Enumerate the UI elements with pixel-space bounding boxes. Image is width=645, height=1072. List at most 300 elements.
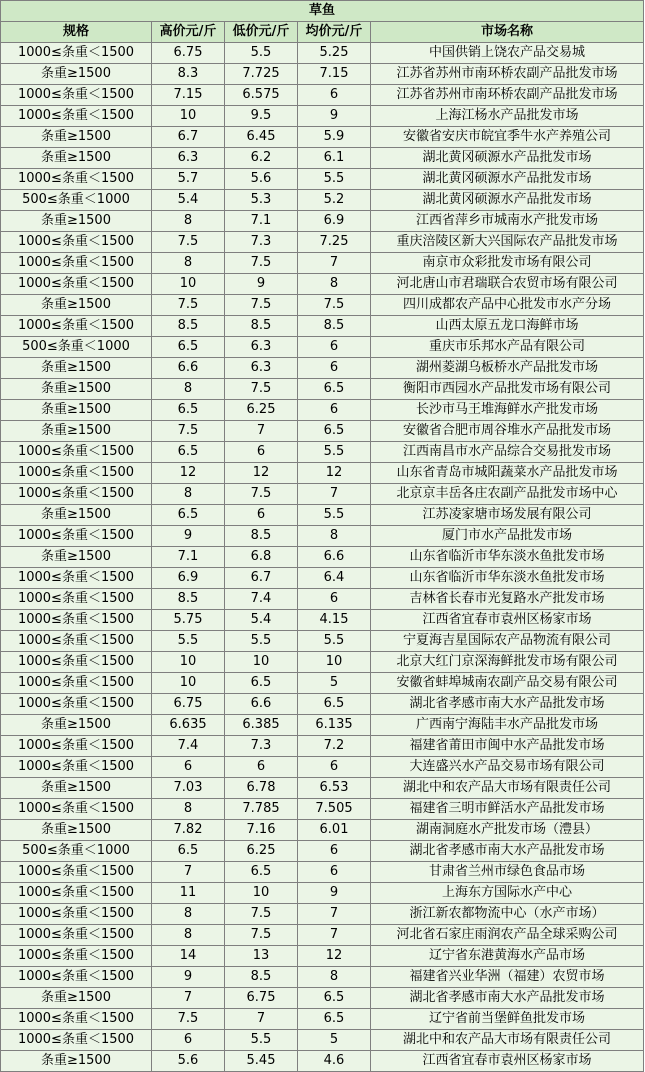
cell-spec: 1000≤条重＜1500 — [1, 442, 152, 463]
cell-avg-price: 5.5 — [298, 169, 371, 190]
table-row — [1, 127, 644, 148]
cell-market-name: 福建省三明市鲜活水产品批发市场 — [371, 799, 644, 820]
cell-avg-price: 7.5 — [298, 295, 371, 316]
cell-avg-price: 6.1 — [298, 148, 371, 169]
cell-market-name: 北京大红门京深海鲜批发市场有限公司 — [371, 652, 644, 673]
cell-low-price: 6.25 — [225, 400, 298, 421]
cell-spec: 1000≤条重＜1500 — [1, 673, 152, 694]
cell-market-name: 湖北黄冈硕源水产品批发市场 — [371, 148, 644, 169]
cell-spec: 1000≤条重＜1500 — [1, 169, 152, 190]
cell-spec: 1000≤条重＜1500 — [1, 757, 152, 778]
cell-low-price: 8.5 — [225, 967, 298, 988]
cell-avg-price: 8.5 — [298, 316, 371, 337]
cell-low-price: 6 — [225, 442, 298, 463]
cell-market-name: 四川成都农产品中心批发市水产分场 — [371, 295, 644, 316]
cell-low-price: 6.8 — [225, 547, 298, 568]
cell-market-name: 吉林省长春市光复路水产批发市场 — [371, 589, 644, 610]
cell-avg-price: 5.25 — [298, 43, 371, 64]
cell-market-name: 辽宁省前当堡鲜鱼批发市场 — [371, 1009, 644, 1030]
cell-low-price: 6.25 — [225, 841, 298, 862]
cell-avg-price: 5 — [298, 1030, 371, 1051]
cell-low-price: 6.78 — [225, 778, 298, 799]
table-row — [1, 274, 644, 295]
cell-high-price: 5.7 — [152, 169, 225, 190]
cell-market-name: 福建省兴业华洲（福建）农贸市场 — [371, 967, 644, 988]
cell-market-name: 湖北省孝感市南大水产品批发市场 — [371, 988, 644, 1009]
cell-avg-price: 6.5 — [298, 694, 371, 715]
cell-high-price: 6.5 — [152, 400, 225, 421]
cell-market-name: 江西省宜春市袁州区杨家市场 — [371, 1051, 644, 1072]
cell-low-price: 7.4 — [225, 589, 298, 610]
table-row — [1, 799, 644, 820]
cell-market-name: 湖北省孝感市南大水产品批发市场 — [371, 841, 644, 862]
cell-low-price: 6.385 — [225, 715, 298, 736]
table-row — [1, 484, 644, 505]
cell-avg-price: 6.135 — [298, 715, 371, 736]
table-row — [1, 1030, 644, 1051]
table-row — [1, 925, 644, 946]
cell-avg-price: 6 — [298, 757, 371, 778]
cell-market-name: 广西南宁海陆丰水产品批发市场 — [371, 715, 644, 736]
cell-low-price: 10 — [225, 883, 298, 904]
cell-avg-price: 6.01 — [298, 820, 371, 841]
cell-low-price: 7.5 — [225, 295, 298, 316]
cell-low-price: 7 — [225, 1009, 298, 1030]
cell-high-price: 9 — [152, 967, 225, 988]
table-row — [1, 631, 644, 652]
cell-avg-price: 7.2 — [298, 736, 371, 757]
cell-market-name: 上海江杨水产品批发市场 — [371, 106, 644, 127]
cell-market-name: 甘肃省兰州市绿色食品市场 — [371, 862, 644, 883]
cell-low-price: 6.3 — [225, 358, 298, 379]
cell-market-name: 江西省萍乡市城南水产批发市场 — [371, 211, 644, 232]
cell-low-price: 8.5 — [225, 526, 298, 547]
cell-high-price: 8 — [152, 253, 225, 274]
cell-avg-price: 6.6 — [298, 547, 371, 568]
cell-low-price: 5.45 — [225, 1051, 298, 1072]
cell-high-price: 6.75 — [152, 43, 225, 64]
cell-high-price: 9 — [152, 526, 225, 547]
cell-spec: 1000≤条重＜1500 — [1, 694, 152, 715]
cell-low-price: 7.5 — [225, 379, 298, 400]
cell-high-price: 6.9 — [152, 568, 225, 589]
cell-high-price: 6 — [152, 757, 225, 778]
cell-market-name: 江苏省苏州市南环桥农副产品批发市场 — [371, 85, 644, 106]
cell-spec: 条重≥1500 — [1, 400, 152, 421]
cell-avg-price: 8 — [298, 526, 371, 547]
cell-spec: 条重≥1500 — [1, 505, 152, 526]
cell-low-price: 5.6 — [225, 169, 298, 190]
cell-high-price: 8 — [152, 484, 225, 505]
cell-market-name: 浙江新农都物流中心（水产市场） — [371, 904, 644, 925]
cell-high-price: 7.5 — [152, 295, 225, 316]
cell-spec: 1000≤条重＜1500 — [1, 946, 152, 967]
cell-spec: 1000≤条重＜1500 — [1, 967, 152, 988]
cell-low-price: 13 — [225, 946, 298, 967]
cell-spec: 1000≤条重＜1500 — [1, 799, 152, 820]
table-row — [1, 946, 644, 967]
cell-spec: 1000≤条重＜1500 — [1, 526, 152, 547]
cell-high-price: 8.3 — [152, 64, 225, 85]
table-row — [1, 190, 644, 211]
cell-market-name: 衡阳市西园水产品批发市场有限公司 — [371, 379, 644, 400]
table-row — [1, 106, 644, 127]
table-row — [1, 652, 644, 673]
cell-low-price: 5.5 — [225, 1030, 298, 1051]
cell-low-price: 5.5 — [225, 631, 298, 652]
cell-market-name: 湖北黄冈硕源水产品批发市场 — [371, 190, 644, 211]
table-body — [1, 43, 644, 1072]
table-row — [1, 526, 644, 547]
cell-low-price: 8.5 — [225, 316, 298, 337]
cell-avg-price: 6.5 — [298, 379, 371, 400]
table-row — [1, 841, 644, 862]
cell-market-name: 湖州菱湖乌板桥水产品批发市场 — [371, 358, 644, 379]
cell-market-name: 重庆市乐邦水产品有限公司 — [371, 337, 644, 358]
cell-low-price: 9.5 — [225, 106, 298, 127]
cell-spec: 条重≥1500 — [1, 421, 152, 442]
header-avg-price: 均价元/斤 — [298, 22, 371, 43]
cell-market-name: 中国供销上饶农产品交易城 — [371, 43, 644, 64]
header-high-price: 高价元/斤 — [152, 22, 225, 43]
cell-avg-price: 7.15 — [298, 64, 371, 85]
cell-spec: 1000≤条重＜1500 — [1, 862, 152, 883]
table-row — [1, 610, 644, 631]
cell-avg-price: 7.25 — [298, 232, 371, 253]
table-row — [1, 820, 644, 841]
table-row — [1, 715, 644, 736]
cell-avg-price: 6 — [298, 358, 371, 379]
cell-market-name: 山西太原五龙口海鲜市场 — [371, 316, 644, 337]
table-row — [1, 1051, 644, 1072]
cell-avg-price: 6 — [298, 85, 371, 106]
cell-market-name: 江西省宜春市袁州区杨家市场 — [371, 610, 644, 631]
cell-high-price: 10 — [152, 673, 225, 694]
cell-market-name: 江苏凌家塘市场发展有限公司 — [371, 505, 644, 526]
cell-avg-price: 5.5 — [298, 442, 371, 463]
cell-spec: 1000≤条重＜1500 — [1, 736, 152, 757]
cell-low-price: 6.575 — [225, 85, 298, 106]
cell-high-price: 6 — [152, 1030, 225, 1051]
cell-high-price: 7.03 — [152, 778, 225, 799]
cell-low-price: 6.5 — [225, 673, 298, 694]
cell-low-price: 6.5 — [225, 862, 298, 883]
cell-avg-price: 6.5 — [298, 421, 371, 442]
table-row — [1, 778, 644, 799]
cell-low-price: 5.4 — [225, 610, 298, 631]
cell-market-name: 山东省青岛市城阳蔬菜水产品批发市场 — [371, 463, 644, 484]
header-spec: 规格 — [1, 22, 152, 43]
table-header-row — [1, 22, 644, 43]
table-row — [1, 757, 644, 778]
cell-market-name: 山东省临沂市华东淡水鱼批发市场 — [371, 547, 644, 568]
cell-low-price: 5.3 — [225, 190, 298, 211]
cell-spec: 1000≤条重＜1500 — [1, 652, 152, 673]
table-row — [1, 358, 644, 379]
cell-avg-price: 5 — [298, 673, 371, 694]
table-row — [1, 1009, 644, 1030]
cell-spec: 1000≤条重＜1500 — [1, 274, 152, 295]
table-row — [1, 85, 644, 106]
cell-market-name: 北京京丰岳各庄农副产品批发市场中心 — [371, 484, 644, 505]
table-row — [1, 211, 644, 232]
cell-spec: 1000≤条重＜1500 — [1, 589, 152, 610]
cell-spec: 1000≤条重＜1500 — [1, 904, 152, 925]
cell-spec: 条重≥1500 — [1, 358, 152, 379]
cell-avg-price: 6.4 — [298, 568, 371, 589]
cell-high-price: 7.4 — [152, 736, 225, 757]
cell-low-price: 7.5 — [225, 484, 298, 505]
cell-high-price: 5.6 — [152, 1051, 225, 1072]
cell-high-price: 6.3 — [152, 148, 225, 169]
cell-spec: 1000≤条重＜1500 — [1, 1009, 152, 1030]
cell-spec: 条重≥1500 — [1, 547, 152, 568]
cell-spec: 条重≥1500 — [1, 778, 152, 799]
cell-spec: 1000≤条重＜1500 — [1, 925, 152, 946]
cell-avg-price: 10 — [298, 652, 371, 673]
table-title-row — [1, 1, 644, 22]
cell-avg-price: 7 — [298, 904, 371, 925]
table-row — [1, 883, 644, 904]
cell-high-price: 12 — [152, 463, 225, 484]
cell-low-price: 7.5 — [225, 253, 298, 274]
header-market-name: 市场名称 — [371, 22, 644, 43]
cell-spec: 条重≥1500 — [1, 379, 152, 400]
cell-spec: 1000≤条重＜1500 — [1, 883, 152, 904]
cell-high-price: 6.5 — [152, 841, 225, 862]
cell-low-price: 7.5 — [225, 904, 298, 925]
cell-high-price: 5.5 — [152, 631, 225, 652]
table-row — [1, 547, 644, 568]
cell-market-name: 江苏省苏州市南环桥农副产品批发市场 — [371, 64, 644, 85]
cell-high-price: 7.1 — [152, 547, 225, 568]
cell-spec: 条重≥1500 — [1, 820, 152, 841]
cell-high-price: 10 — [152, 106, 225, 127]
cell-spec: 条重≥1500 — [1, 1051, 152, 1072]
cell-low-price: 7.16 — [225, 820, 298, 841]
cell-spec: 1000≤条重＜1500 — [1, 232, 152, 253]
cell-low-price: 6 — [225, 505, 298, 526]
cell-high-price: 7.5 — [152, 421, 225, 442]
cell-spec: 1000≤条重＜1500 — [1, 85, 152, 106]
table-row — [1, 589, 644, 610]
cell-spec: 1000≤条重＜1500 — [1, 253, 152, 274]
cell-spec: 1000≤条重＜1500 — [1, 484, 152, 505]
table-row — [1, 568, 644, 589]
cell-low-price: 7.3 — [225, 232, 298, 253]
table-row — [1, 337, 644, 358]
cell-low-price: 6.3 — [225, 337, 298, 358]
cell-high-price: 8.5 — [152, 316, 225, 337]
cell-spec: 1000≤条重＜1500 — [1, 463, 152, 484]
cell-low-price: 7.3 — [225, 736, 298, 757]
cell-market-name: 山东省临沂市华东淡水鱼批发市场 — [371, 568, 644, 589]
cell-market-name: 湖北省孝感市南大水产品批发市场 — [371, 694, 644, 715]
cell-avg-price: 7 — [298, 484, 371, 505]
cell-spec: 条重≥1500 — [1, 64, 152, 85]
cell-high-price: 11 — [152, 883, 225, 904]
table-row — [1, 232, 644, 253]
cell-market-name: 河北唐山市君瑞联合农贸市场有限公司 — [371, 274, 644, 295]
cell-avg-price: 6 — [298, 589, 371, 610]
cell-market-name: 湖北中和农产品大市场有限责任公司 — [371, 778, 644, 799]
cell-spec: 1000≤条重＜1500 — [1, 610, 152, 631]
table-row — [1, 169, 644, 190]
cell-avg-price: 7.505 — [298, 799, 371, 820]
cell-high-price: 8.5 — [152, 589, 225, 610]
cell-high-price: 6.5 — [152, 442, 225, 463]
table-row — [1, 148, 644, 169]
table-row — [1, 736, 644, 757]
cell-high-price: 6.635 — [152, 715, 225, 736]
cell-spec: 500≤条重＜1000 — [1, 337, 152, 358]
cell-low-price: 7.5 — [225, 925, 298, 946]
cell-avg-price: 6.5 — [298, 1009, 371, 1030]
cell-avg-price: 6.9 — [298, 211, 371, 232]
cell-market-name: 安徽省蚌埠城南农副产品交易有限公司 — [371, 673, 644, 694]
header-low-price: 低价元/斤 — [225, 22, 298, 43]
cell-market-name: 福建省莆田市闽中水产品批发市场 — [371, 736, 644, 757]
cell-spec: 条重≥1500 — [1, 715, 152, 736]
cell-low-price: 7 — [225, 421, 298, 442]
cell-avg-price: 7 — [298, 925, 371, 946]
table-row — [1, 64, 644, 85]
cell-market-name: 湖北中和农产品大市场有限责任公司 — [371, 1030, 644, 1051]
table-row — [1, 463, 644, 484]
cell-market-name: 湖北黄冈硕源水产品批发市场 — [371, 169, 644, 190]
cell-high-price: 5.4 — [152, 190, 225, 211]
cell-low-price: 6.6 — [225, 694, 298, 715]
cell-high-price: 7 — [152, 988, 225, 1009]
cell-spec: 1000≤条重＜1500 — [1, 43, 152, 64]
cell-market-name: 厦门市水产品批发市场 — [371, 526, 644, 547]
cell-spec: 条重≥1500 — [1, 211, 152, 232]
cell-avg-price: 12 — [298, 463, 371, 484]
cell-market-name: 宁夏海吉星国际农产品物流有限公司 — [371, 631, 644, 652]
cell-high-price: 8 — [152, 925, 225, 946]
cell-avg-price: 8 — [298, 967, 371, 988]
cell-low-price: 7.785 — [225, 799, 298, 820]
cell-low-price: 6.2 — [225, 148, 298, 169]
table-row — [1, 421, 644, 442]
cell-avg-price: 8 — [298, 274, 371, 295]
cell-high-price: 10 — [152, 652, 225, 673]
cell-avg-price: 6 — [298, 400, 371, 421]
cell-high-price: 6.7 — [152, 127, 225, 148]
table-row — [1, 316, 644, 337]
table-row — [1, 379, 644, 400]
cell-market-name: 上海东方国际水产中心 — [371, 883, 644, 904]
cell-low-price: 9 — [225, 274, 298, 295]
cell-market-name: 辽宁省东港黄海水产品市场 — [371, 946, 644, 967]
cell-spec: 1000≤条重＜1500 — [1, 568, 152, 589]
cell-high-price: 10 — [152, 274, 225, 295]
cell-high-price: 7.15 — [152, 85, 225, 106]
cell-high-price: 14 — [152, 946, 225, 967]
cell-low-price: 7.1 — [225, 211, 298, 232]
cell-low-price: 7.725 — [225, 64, 298, 85]
cell-high-price: 6.5 — [152, 337, 225, 358]
table-row — [1, 295, 644, 316]
cell-spec: 1000≤条重＜1500 — [1, 106, 152, 127]
table-row — [1, 43, 644, 64]
table-row — [1, 904, 644, 925]
table-row — [1, 967, 644, 988]
cell-avg-price: 4.15 — [298, 610, 371, 631]
cell-low-price: 5.5 — [225, 43, 298, 64]
cell-market-name: 大连盛兴水产品交易市场有限公司 — [371, 757, 644, 778]
cell-high-price: 7 — [152, 862, 225, 883]
cell-avg-price: 12 — [298, 946, 371, 967]
cell-spec: 条重≥1500 — [1, 148, 152, 169]
cell-market-name: 安徽省合肥市周谷堆水产品批发市场 — [371, 421, 644, 442]
cell-market-name: 长沙市马王堆海鲜水产批发市场 — [371, 400, 644, 421]
cell-low-price: 12 — [225, 463, 298, 484]
table-row — [1, 862, 644, 883]
cell-spec: 条重≥1500 — [1, 127, 152, 148]
cell-high-price: 8 — [152, 799, 225, 820]
cell-spec: 条重≥1500 — [1, 988, 152, 1009]
cell-market-name: 南京市众彩批发市场有限公司 — [371, 253, 644, 274]
cell-avg-price: 5.9 — [298, 127, 371, 148]
table-row — [1, 253, 644, 274]
cell-avg-price: 5.2 — [298, 190, 371, 211]
cell-market-name: 河北省石家庄雨润农产品全球采购公司 — [371, 925, 644, 946]
table-row — [1, 673, 644, 694]
cell-high-price: 5.75 — [152, 610, 225, 631]
table-title: 草鱼 — [1, 1, 644, 22]
cell-high-price: 6.75 — [152, 694, 225, 715]
cell-low-price: 6.75 — [225, 988, 298, 1009]
cell-low-price: 6 — [225, 757, 298, 778]
cell-spec: 500≤条重＜1000 — [1, 841, 152, 862]
cell-avg-price: 6 — [298, 337, 371, 358]
table-row — [1, 505, 644, 526]
table-row — [1, 694, 644, 715]
cell-high-price: 6.5 — [152, 505, 225, 526]
cell-avg-price: 4.6 — [298, 1051, 371, 1072]
table-row — [1, 988, 644, 1009]
table-row — [1, 400, 644, 421]
cell-avg-price: 6 — [298, 862, 371, 883]
cell-avg-price: 7 — [298, 253, 371, 274]
cell-avg-price: 9 — [298, 106, 371, 127]
table-row — [1, 442, 644, 463]
cell-avg-price: 6.53 — [298, 778, 371, 799]
cell-market-name: 湖南洞庭水产批发市场（澧县） — [371, 820, 644, 841]
cell-market-name: 重庆涪陵区新大兴国际农产品批发市场 — [371, 232, 644, 253]
cell-avg-price: 5.5 — [298, 631, 371, 652]
cell-spec: 1000≤条重＜1500 — [1, 1030, 152, 1051]
cell-spec: 500≤条重＜1000 — [1, 190, 152, 211]
cell-avg-price: 6 — [298, 841, 371, 862]
cell-low-price: 10 — [225, 652, 298, 673]
cell-avg-price: 5.5 — [298, 505, 371, 526]
cell-high-price: 8 — [152, 211, 225, 232]
cell-high-price: 6.6 — [152, 358, 225, 379]
cell-avg-price: 9 — [298, 883, 371, 904]
cell-high-price: 8 — [152, 904, 225, 925]
cell-high-price: 7.5 — [152, 1009, 225, 1030]
cell-high-price: 7.5 — [152, 232, 225, 253]
cell-spec: 条重≥1500 — [1, 295, 152, 316]
cell-low-price: 6.45 — [225, 127, 298, 148]
cell-avg-price: 6.5 — [298, 988, 371, 1009]
cell-market-name: 江西南昌市水产品综合交易批发市场 — [371, 442, 644, 463]
cell-market-name: 安徽省安庆市皖宜季牛水产养殖公司 — [371, 127, 644, 148]
cell-spec: 1000≤条重＜1500 — [1, 316, 152, 337]
cell-spec: 1000≤条重＜1500 — [1, 631, 152, 652]
